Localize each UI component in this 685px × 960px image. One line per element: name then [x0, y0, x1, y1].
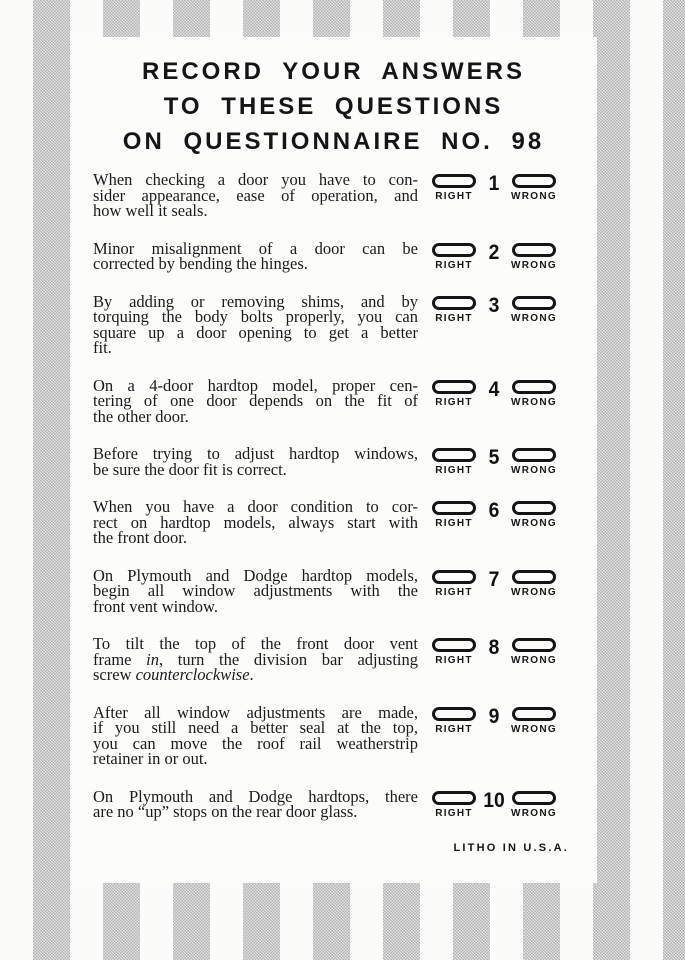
- wrong-answer: [509, 296, 559, 324]
- wrong-label: WRONG: [511, 723, 557, 735]
- answer-group: [429, 636, 559, 666]
- right-answer: [429, 448, 479, 476]
- question-text: [93, 636, 418, 683]
- question-line: Before trying to adjust hardtop windows,: [93, 444, 418, 463]
- wrong-answer-oval: [512, 570, 556, 584]
- right-answer-oval: [432, 174, 476, 188]
- question-line: corrected by bending the hinges.: [93, 254, 308, 273]
- right-label: RIGHT: [435, 191, 473, 202]
- question-number: 9: [488, 704, 500, 728]
- right-answer: [429, 501, 479, 529]
- question-text: [93, 565, 418, 616]
- litho-credit: LITHO IN U.S.A.: [453, 841, 569, 854]
- wrong-answer: [509, 570, 559, 598]
- question-text: [93, 238, 418, 273]
- question-line: torquing the body bolts properly, you can: [93, 307, 418, 326]
- wrong-answer: [509, 380, 559, 408]
- wrong-label: WRONG: [511, 655, 557, 666]
- answer-group: [429, 241, 559, 271]
- question-number: 6: [488, 499, 500, 522]
- wrong-answer: [509, 174, 559, 202]
- answer-group: [429, 378, 559, 408]
- question-line: On Plymouth and Dodge hardtops, there: [93, 786, 418, 806]
- question-number: 3: [488, 293, 500, 317]
- wrong-answer: [509, 638, 559, 666]
- title-line-2: TO THESE QUESTIONS: [163, 93, 504, 120]
- wrong-answer-oval: [512, 707, 556, 721]
- question-line: fit.: [93, 338, 112, 357]
- right-answer: [429, 570, 479, 598]
- question-line: sider appearance, ease of operation, and: [93, 185, 418, 205]
- wrong-label: WRONG: [511, 807, 557, 819]
- right-label: RIGHT: [435, 518, 473, 529]
- question-line: When you have a door condition to cor-: [93, 497, 418, 516]
- question-number: 2: [488, 240, 500, 264]
- question-line: rect on hardtop models, always start with: [93, 512, 418, 532]
- right-answer-oval: [432, 501, 476, 515]
- question-number: 4: [488, 377, 500, 401]
- wrong-label: WRONG: [511, 518, 557, 529]
- question-line: the other door.: [93, 406, 189, 426]
- question-row: [70, 291, 597, 357]
- question-line: front vent window.: [93, 596, 218, 616]
- question-text: [93, 702, 418, 768]
- question-text: [93, 499, 418, 546]
- answer-group: [429, 789, 559, 819]
- right-answer: [429, 707, 479, 735]
- question-number: 5: [488, 446, 500, 469]
- right-answer: [429, 638, 479, 666]
- right-answer-oval: [432, 707, 476, 721]
- wrong-label: WRONG: [511, 259, 557, 271]
- wrong-answer-oval: [512, 448, 556, 462]
- right-label: RIGHT: [435, 655, 473, 666]
- question-line: Minor misalignment of a door can be: [93, 238, 418, 258]
- question-text: [93, 786, 418, 821]
- question-line: When checking a door you have to con-: [93, 170, 418, 189]
- wrong-answer: [509, 791, 559, 819]
- right-answer-oval: [432, 448, 476, 462]
- wrong-label: WRONG: [511, 465, 557, 476]
- wrong-answer: [509, 448, 559, 476]
- right-answer-oval: [432, 296, 476, 310]
- answer-group: [429, 499, 559, 529]
- question-line: On a 4-door hardtop model, proper cen-: [93, 375, 418, 395]
- question-row: [70, 499, 597, 546]
- wrong-answer: [509, 501, 559, 529]
- question-line: frame in, turn the division bar adjusting: [93, 649, 418, 669]
- title-line-3: ON QUESTIONNAIRE NO. 98: [122, 128, 545, 155]
- question-line: On Plymouth and Dodge hardtop models,: [93, 565, 418, 585]
- question-row: [70, 786, 597, 821]
- answer-group: [429, 294, 559, 324]
- question-number: 10: [483, 788, 505, 812]
- questions-list: [70, 172, 597, 820]
- question-number: 8: [488, 636, 500, 659]
- right-label: RIGHT: [435, 396, 473, 408]
- right-label: RIGHT: [435, 465, 473, 476]
- question-line: the front door.: [93, 528, 187, 547]
- answer-group: [429, 172, 559, 202]
- wrong-answer-oval: [512, 296, 556, 310]
- question-line: By adding or removing shims, and by: [93, 291, 418, 311]
- wrong-answer-oval: [512, 501, 556, 515]
- right-answer-oval: [432, 638, 476, 652]
- wrong-answer-oval: [512, 380, 556, 394]
- question-line: be sure the door fit is correct.: [93, 459, 287, 479]
- question-row: [70, 565, 597, 616]
- wrong-answer-oval: [512, 174, 556, 188]
- right-answer: [429, 380, 479, 408]
- answer-group: [429, 446, 559, 476]
- question-line: To tilt the top of the front door vent: [93, 634, 418, 653]
- wrong-label: WRONG: [511, 586, 557, 598]
- question-row: [70, 636, 597, 683]
- question-row: [70, 446, 597, 477]
- right-answer-oval: [432, 791, 476, 805]
- question-text: [93, 172, 418, 219]
- right-label: RIGHT: [435, 312, 473, 324]
- wrong-answer-oval: [512, 791, 556, 805]
- right-label: RIGHT: [435, 259, 473, 271]
- question-line: you can move the roof rail weatherstrip: [93, 733, 418, 753]
- right-answer-oval: [432, 380, 476, 394]
- question-text: [93, 446, 418, 477]
- question-row: [70, 375, 597, 426]
- question-text: [93, 291, 418, 357]
- right-answer: [429, 791, 479, 819]
- question-line: if you still need a better seal at the top,: [93, 718, 418, 737]
- page-title: [70, 54, 597, 159]
- question-number: 7: [488, 567, 500, 591]
- right-answer: [429, 243, 479, 271]
- title-line-1: RECORD YOUR ANSWERS: [141, 58, 526, 85]
- right-label: RIGHT: [435, 586, 473, 598]
- question-line: retainer in or out.: [93, 749, 208, 768]
- question-line: are no “up” stops on the rear door glass.: [93, 802, 358, 821]
- right-answer: [429, 174, 479, 202]
- wrong-answer-oval: [512, 243, 556, 257]
- wrong-answer: [509, 707, 559, 735]
- right-answer: [429, 296, 479, 324]
- questionnaire-card: [70, 37, 597, 883]
- wrong-answer: [509, 243, 559, 271]
- right-answer-oval: [432, 570, 476, 584]
- question-row: [70, 238, 597, 273]
- question-line: square up a door opening to get a better: [93, 322, 418, 342]
- answer-group: [429, 705, 559, 735]
- question-row: [70, 702, 597, 768]
- question-text: [93, 375, 418, 426]
- right-label: RIGHT: [435, 723, 473, 735]
- right-answer-oval: [432, 243, 476, 257]
- right-label: RIGHT: [435, 807, 473, 819]
- wrong-answer-oval: [512, 638, 556, 652]
- question-line: tering of one door depends on the fit of: [93, 391, 418, 410]
- wrong-label: WRONG: [511, 396, 557, 408]
- question-line: begin all window adjustments with the: [93, 581, 418, 600]
- question-number: 1: [488, 172, 500, 195]
- question-line: After all window adjustments are made,: [93, 702, 418, 722]
- question-line: screw counterclockwise.: [93, 665, 254, 684]
- question-line: how well it seals.: [93, 201, 208, 220]
- answer-group: [429, 568, 559, 598]
- wrong-label: WRONG: [511, 191, 557, 202]
- wrong-label: WRONG: [511, 312, 557, 324]
- question-row: [70, 172, 597, 219]
